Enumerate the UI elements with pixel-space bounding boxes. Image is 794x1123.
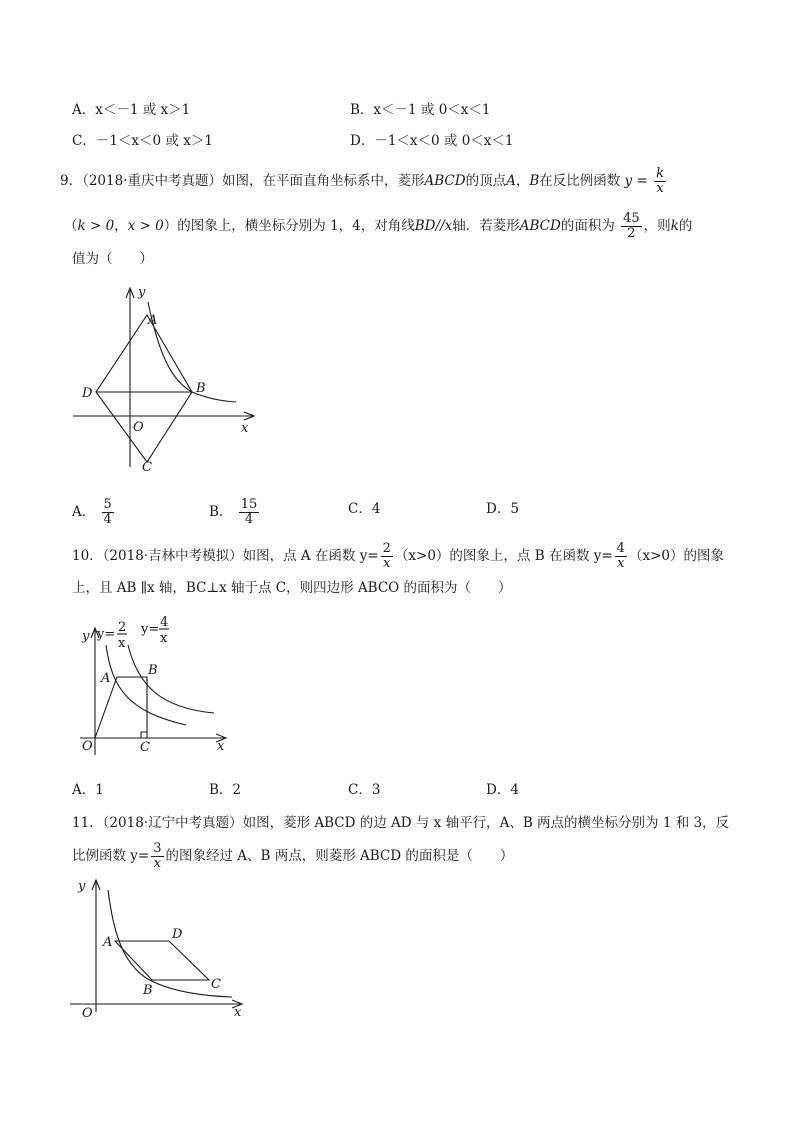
numerator: 15: [240, 497, 258, 512]
q11-text: 的图象经过 A、B 两点，则菱形 ABCD 的面积是（ ）: [165, 848, 514, 864]
q10-label-eq1-num: 2: [118, 620, 127, 635]
q9-label-a: A: [148, 313, 158, 328]
q10-text: （x>0）的图象上，点 B 在函数 y=: [394, 548, 613, 564]
q8-option-d: D．－1＜x＜0 或 0＜x＜1: [350, 133, 514, 149]
denominator: 2: [627, 226, 636, 241]
q9-parallel-sign: //: [435, 218, 445, 234]
q9-rhombus-label: ABCD: [424, 173, 466, 189]
q10-label-c: C: [140, 740, 150, 755]
numerator: 45: [623, 211, 640, 226]
denominator: 4: [103, 512, 112, 527]
q10-text: 10．（2018·吉林中考模拟）如图，点 A 在函数 y=: [72, 548, 379, 564]
q10-label-y: y: [82, 629, 90, 644]
q11-label-b: B: [143, 983, 153, 998]
denominator: x: [153, 856, 162, 871]
q10-label-a: A: [101, 671, 111, 686]
q9-option-c: C．4: [348, 501, 381, 517]
q10-label-o: O: [82, 739, 93, 754]
q9-point-b: B: [529, 173, 540, 189]
denominator: x: [383, 556, 391, 571]
q9-label-d: D: [82, 386, 93, 401]
q9-label-x: x: [241, 421, 249, 436]
q9-text: ，则: [643, 218, 671, 234]
q11-label-x: x: [234, 1005, 242, 1020]
q10-option-c: C．3: [348, 782, 381, 798]
q11-label-c: C: [211, 977, 221, 992]
q10-label-eq1: y=: [97, 627, 116, 642]
q9-condition-x: x > 0: [127, 218, 164, 234]
q9-text: ，: [515, 173, 530, 189]
q9-label-b: B: [196, 381, 206, 396]
q9-x-var: x: [444, 218, 453, 234]
q10-line-2: 上，且 AB ∥x 轴，BC⊥x 轴于点 C，则四边形 ABCO 的面积为（ ）: [72, 580, 512, 596]
q9-text: 9．（2018·重庆中考真题）如图，在平面直角坐标系中，菱形: [60, 173, 425, 189]
q10-label-b: B: [148, 663, 158, 678]
q10-label-eq1-den: x: [118, 636, 126, 651]
q9-text: 轴．若菱形: [452, 218, 520, 234]
q9-text: 的面积为: [560, 218, 615, 234]
q11-label-a: A: [103, 935, 113, 950]
numerator: 4: [616, 541, 625, 556]
q9-line-3: 值为（ ）: [72, 251, 153, 267]
denominator: 4: [244, 512, 254, 527]
q9-label-c: C: [142, 460, 152, 475]
denominator: x: [656, 181, 664, 196]
q11-label-d: D: [172, 927, 183, 942]
q8-option-b: B．x＜－1 或 0＜x＜1: [350, 102, 491, 118]
q11-label-y: y: [78, 879, 86, 894]
q9-point-a: A: [506, 173, 516, 189]
q10-option-b: B．2: [209, 782, 242, 798]
q10-label-eq2-num: 4: [160, 615, 169, 630]
q10-label-eq2-den: x: [160, 631, 168, 646]
q9-text: 在反比例函数: [539, 173, 621, 189]
numerator: k: [656, 166, 664, 181]
q11-text: 比例函数 y=: [72, 848, 150, 864]
q8-option-a: A．x＜－1 或 x＞1: [72, 102, 191, 118]
q11-label-o: O: [82, 1006, 93, 1021]
option-letter: A．: [72, 504, 96, 520]
q9-function-lhs: y =: [624, 173, 648, 189]
numerator: 3: [153, 841, 162, 856]
q9-text: ）的图象上，横坐标分别为 1，4，对角线: [163, 218, 415, 234]
q9-condition-k: k > 0: [77, 218, 115, 234]
numerator: 5: [103, 497, 112, 512]
q9-diagonal-bd: BD: [414, 218, 436, 234]
q10-label-eq2: y=: [141, 622, 160, 637]
q10-text: （x>0）的图象: [628, 548, 724, 564]
option-letter: B．: [209, 504, 233, 520]
q9-text: 的顶点: [465, 173, 507, 189]
numerator: 2: [382, 541, 391, 556]
q9-label-o: O: [133, 420, 144, 435]
q9-option-d: D．5: [486, 501, 519, 517]
q10-option-d: D．4: [486, 782, 519, 798]
denominator: x: [617, 556, 625, 571]
q10-option-a: A．1: [72, 782, 104, 798]
q9-text: （: [64, 218, 78, 234]
q9-text: 的: [678, 218, 693, 234]
q9-label-y: y: [138, 285, 146, 300]
q8-option-c: C．－1＜x＜0 或 x＞1: [72, 133, 213, 149]
q10-label-x: x: [217, 739, 225, 754]
q11-line-1: 11．（2018·辽宁中考真题）如图，菱形 ABCD 的边 AD 与 x 轴平行，A、B 两点的横坐标分别为 1 和 3，反: [72, 815, 730, 831]
q9-rhombus-label: ABCD: [519, 218, 561, 234]
q9-text: ，: [114, 218, 128, 234]
q9-k-var: k: [670, 218, 679, 234]
